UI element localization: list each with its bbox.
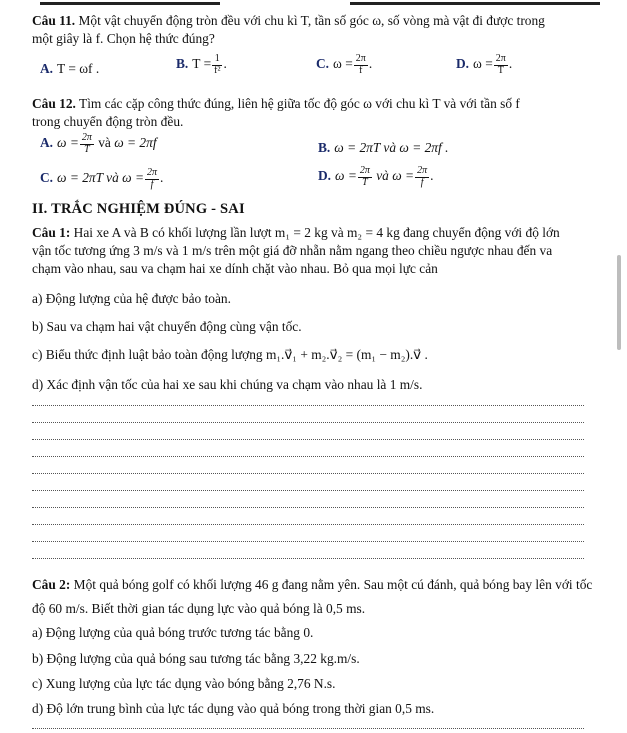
answer-line[interactable]	[32, 405, 584, 406]
statement-2b[interactable]: b) Động lượng của quả bóng sau tương tác bằng 3,22 kg.m/s.	[32, 651, 360, 666]
question-12-label: Câu 12.	[32, 96, 76, 111]
option-label: C.	[316, 56, 330, 72]
fraction	[358, 166, 372, 188]
statement-1c[interactable]: c) Biểu thức định luật bảo toàn động lượng m₁.v⃗₁ + m₂.v⃗₂ = (m₁ − m₂).v⃗ .	[32, 347, 428, 362]
fraction-denominator: f	[420, 176, 424, 188]
option-tail: .	[223, 56, 227, 72]
fraction-numerator: 2π	[147, 167, 158, 178]
option-label: A.	[40, 135, 54, 151]
q12-option-c[interactable]	[40, 168, 163, 190]
question-11-text: Một vật chuyển động tròn đều với chu kì T, tần số góc ω, số vòng mà vật đi được trong	[75, 13, 545, 28]
option-label: B.	[176, 56, 189, 72]
q12-option-a[interactable]	[40, 133, 157, 155]
question-11-line2: một giây là f. Chọn hệ thức đúng?	[32, 31, 215, 47]
option-text: ω = 2πT và ω = 2πf .	[334, 140, 449, 155]
section-heading: II. TRẮC NGHIỆM ĐÚNG - SAI	[32, 201, 245, 217]
q11-option-c[interactable]	[316, 54, 372, 76]
fraction	[212, 54, 222, 76]
fraction	[415, 166, 429, 188]
q12-option-b[interactable]	[318, 139, 448, 157]
statement-1b[interactable]: b) Sau va chạm hai vật chuyển động cùng vận tốc.	[32, 319, 302, 334]
option-lhs: ω =	[473, 56, 493, 72]
fraction	[354, 54, 368, 76]
fraction	[494, 54, 508, 76]
answer-line[interactable]	[32, 728, 584, 729]
tf-question-2-line2: độ 60 m/s. Biết thời gian tác dụng lực vào quả bóng là 0,5 ms.	[32, 601, 366, 617]
scrollbar-thumb[interactable]	[617, 255, 621, 350]
option-lhs: ω =	[335, 168, 357, 184]
question-12-line1	[32, 95, 592, 113]
answer-line[interactable]	[32, 490, 584, 491]
q12-option-d[interactable]	[318, 166, 433, 188]
fraction-numerator: 2π	[495, 53, 506, 64]
option-label: D.	[318, 168, 332, 184]
fraction-numerator: 1	[212, 54, 222, 66]
option-pre: ω = 2πT và ω =	[57, 170, 144, 186]
option-tail: .	[368, 56, 373, 72]
tf-question-1	[32, 224, 592, 278]
option-tail: .	[430, 168, 434, 184]
fraction	[80, 133, 94, 155]
tf-question-1-line2: vận tốc tương ứng 3 m/s và 1 m/s trên một giá đỡ nhẵn nằm ngang theo chiều ngược nhau đến va	[32, 243, 553, 259]
tf-question-2	[32, 576, 592, 618]
statement-1d[interactable]: d) Xác định vận tốc của hai xe sau khi chúng va chạm vào nhau là 1 m/s.	[32, 377, 423, 392]
question-11-line1	[32, 12, 592, 30]
statement-2c[interactable]: c) Xung lượng của lực tác dụng vào bóng bằng 2,76 N.s.	[32, 676, 336, 691]
tf-question-2-line1	[32, 576, 592, 594]
option-rhs: ω = 2πf	[114, 135, 157, 151]
answer-line[interactable]	[32, 524, 584, 525]
option-label: C.	[40, 170, 54, 186]
option-tail: .	[160, 170, 164, 186]
statement-2d[interactable]: d) Độ lớn trung bình của lực tác dụng vào quả bóng trong thời gian 0,5 ms.	[32, 701, 435, 716]
fraction-denominator: f²	[214, 64, 221, 76]
answer-line[interactable]	[32, 456, 584, 457]
answer-line[interactable]	[32, 422, 584, 423]
option-text: T = ωf .	[57, 61, 100, 76]
option-lhs: ω =	[57, 135, 79, 151]
fraction-denominator: T	[362, 176, 368, 188]
fraction-numerator: 2π	[359, 165, 370, 176]
answer-line[interactable]	[32, 558, 584, 559]
question-11-label: Câu 11.	[32, 13, 76, 28]
tf-question-2-text: Một quả bóng golf có khối lượng 46 g đang nằm yên. Sau một cú đánh, quả bóng bay lên với tốc	[70, 577, 593, 592]
question-12-text: Tìm các cặp công thức đúng, liên hệ giữa tốc độ góc ω với chu kì T và với tần số f	[75, 96, 520, 111]
answer-line[interactable]	[32, 473, 584, 474]
question-12	[32, 95, 592, 131]
fraction-denominator: f	[150, 178, 154, 190]
option-lhs: ω =	[333, 56, 353, 72]
fraction-numerator: 2π	[417, 165, 428, 176]
question-11	[32, 12, 592, 48]
answer-line[interactable]	[32, 507, 584, 508]
q11-option-d[interactable]	[456, 54, 512, 76]
tf-question-2-label: Câu 2:	[32, 577, 71, 592]
statement-2a[interactable]: a) Động lượng của quả bóng trước tương tác bằng 0.	[32, 625, 314, 640]
option-label: A.	[40, 61, 54, 76]
answer-line[interactable]	[32, 439, 584, 440]
fraction-numerator: 2π	[81, 132, 92, 143]
q11-option-b[interactable]	[176, 54, 227, 76]
option-mid: và ω =	[372, 168, 415, 184]
fraction-denominator: T	[497, 64, 504, 76]
option-label: D.	[456, 56, 470, 72]
answer-line[interactable]	[32, 541, 584, 542]
option-lhs: T =	[192, 56, 212, 72]
fraction	[145, 168, 159, 190]
fraction-numerator: 2π	[355, 53, 366, 64]
option-mid: và	[94, 135, 115, 151]
fraction-denominator: T	[84, 143, 90, 155]
tf-question-1-line3: chạm vào nhau, sau va chạm hai xe dính chặt vào nhau. Bỏ qua mọi lực cản	[32, 261, 438, 277]
option-tail: .	[508, 56, 513, 72]
fraction-denominator: f	[359, 64, 363, 76]
q11-option-a[interactable]	[40, 60, 99, 78]
statement-1a[interactable]: a) Động lượng của hệ được bảo toàn.	[32, 291, 231, 306]
question-12-line2: trong chuyển động tròn đều.	[32, 114, 184, 130]
tf-question-1-text: Hai xe A và B có khối lượng lần lượt m₁ = 2 kg và m₂ = 4 kg đang chuyển động với độ lớn	[70, 225, 560, 240]
tf-question-1-line1	[32, 224, 592, 242]
tf-question-1-label: Câu 1:	[32, 225, 71, 240]
option-label: B.	[318, 140, 331, 155]
top-rule	[40, 2, 600, 8]
